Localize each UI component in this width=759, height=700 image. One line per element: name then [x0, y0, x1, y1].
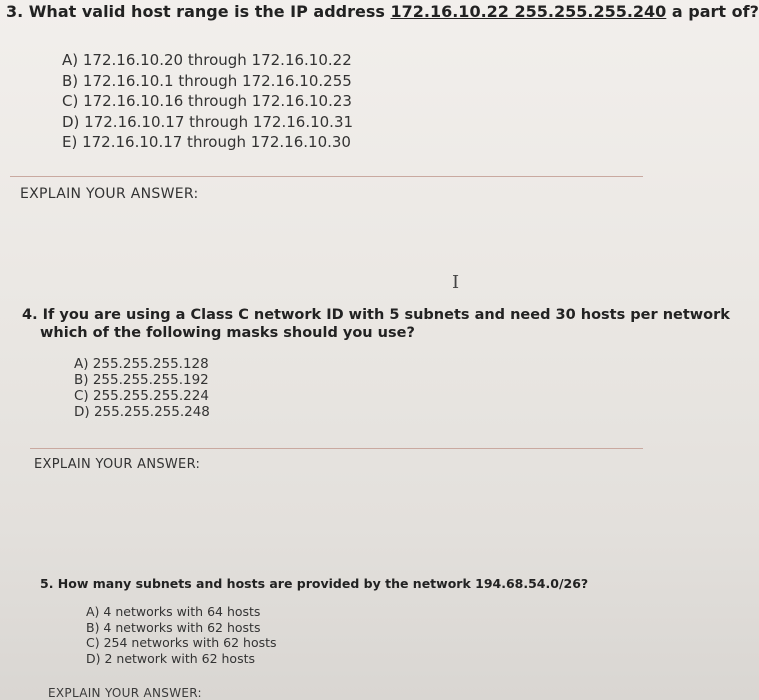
question-3-suffix: a part of?: [666, 2, 759, 21]
question-5-explain-label: EXPLAIN YOUR ANSWER:: [48, 686, 202, 700]
option-b: B) 172.16.10.1 through 172.16.10.255: [62, 71, 352, 90]
divider: [30, 448, 643, 449]
option-d: D) 2 network with 62 hosts: [86, 650, 256, 666]
option-d: D) 172.16.10.17 through 172.16.10.31: [62, 112, 354, 131]
question-3-options: [62, 50, 353, 153]
question-4-line-1: 4. If you are using a Class C network ID with 5 subnets and need 30 hosts per network: [22, 307, 730, 323]
question-4-explain-label: EXPLAIN YOUR ANSWER:: [34, 457, 201, 472]
question-3-prefix: 3. What valid host range is the IP address: [6, 2, 391, 21]
option-d: D) 255.255.255.248: [74, 404, 210, 420]
question-5-title: 5. How many subnets and hosts are provided by the network 194.68.54.0/26?: [40, 576, 589, 591]
question-3-explain-label: EXPLAIN YOUR ANSWER:: [20, 186, 199, 202]
divider: [10, 176, 643, 177]
question-4-title: [22, 306, 730, 342]
question-5-options: [86, 604, 277, 666]
option-c: C) 254 networks with 62 hosts: [86, 635, 277, 650]
text-cursor-icon: I: [452, 272, 460, 293]
question-3-ip-address: 172.16.10.22 255.255.255.240: [390, 2, 667, 21]
question-4-options: [74, 356, 210, 420]
question-3-title: [6, 2, 759, 21]
option-b: B) 4 networks with 62 hosts: [86, 619, 261, 635]
option-a: A) 4 networks with 64 hosts: [86, 604, 261, 619]
option-c: C) 172.16.10.16 through 172.16.10.23: [62, 92, 352, 110]
option-b: B) 255.255.255.192: [74, 372, 209, 388]
option-e: E) 172.16.10.17 through 172.16.10.30: [62, 133, 351, 151]
option-a: A) 172.16.10.20 through 172.16.10.22: [62, 51, 352, 69]
option-c: C) 255.255.255.224: [74, 388, 209, 404]
question-4-line-2: which of the following masks should you use?: [40, 325, 415, 341]
option-a: A) 255.255.255.128: [74, 356, 209, 372]
